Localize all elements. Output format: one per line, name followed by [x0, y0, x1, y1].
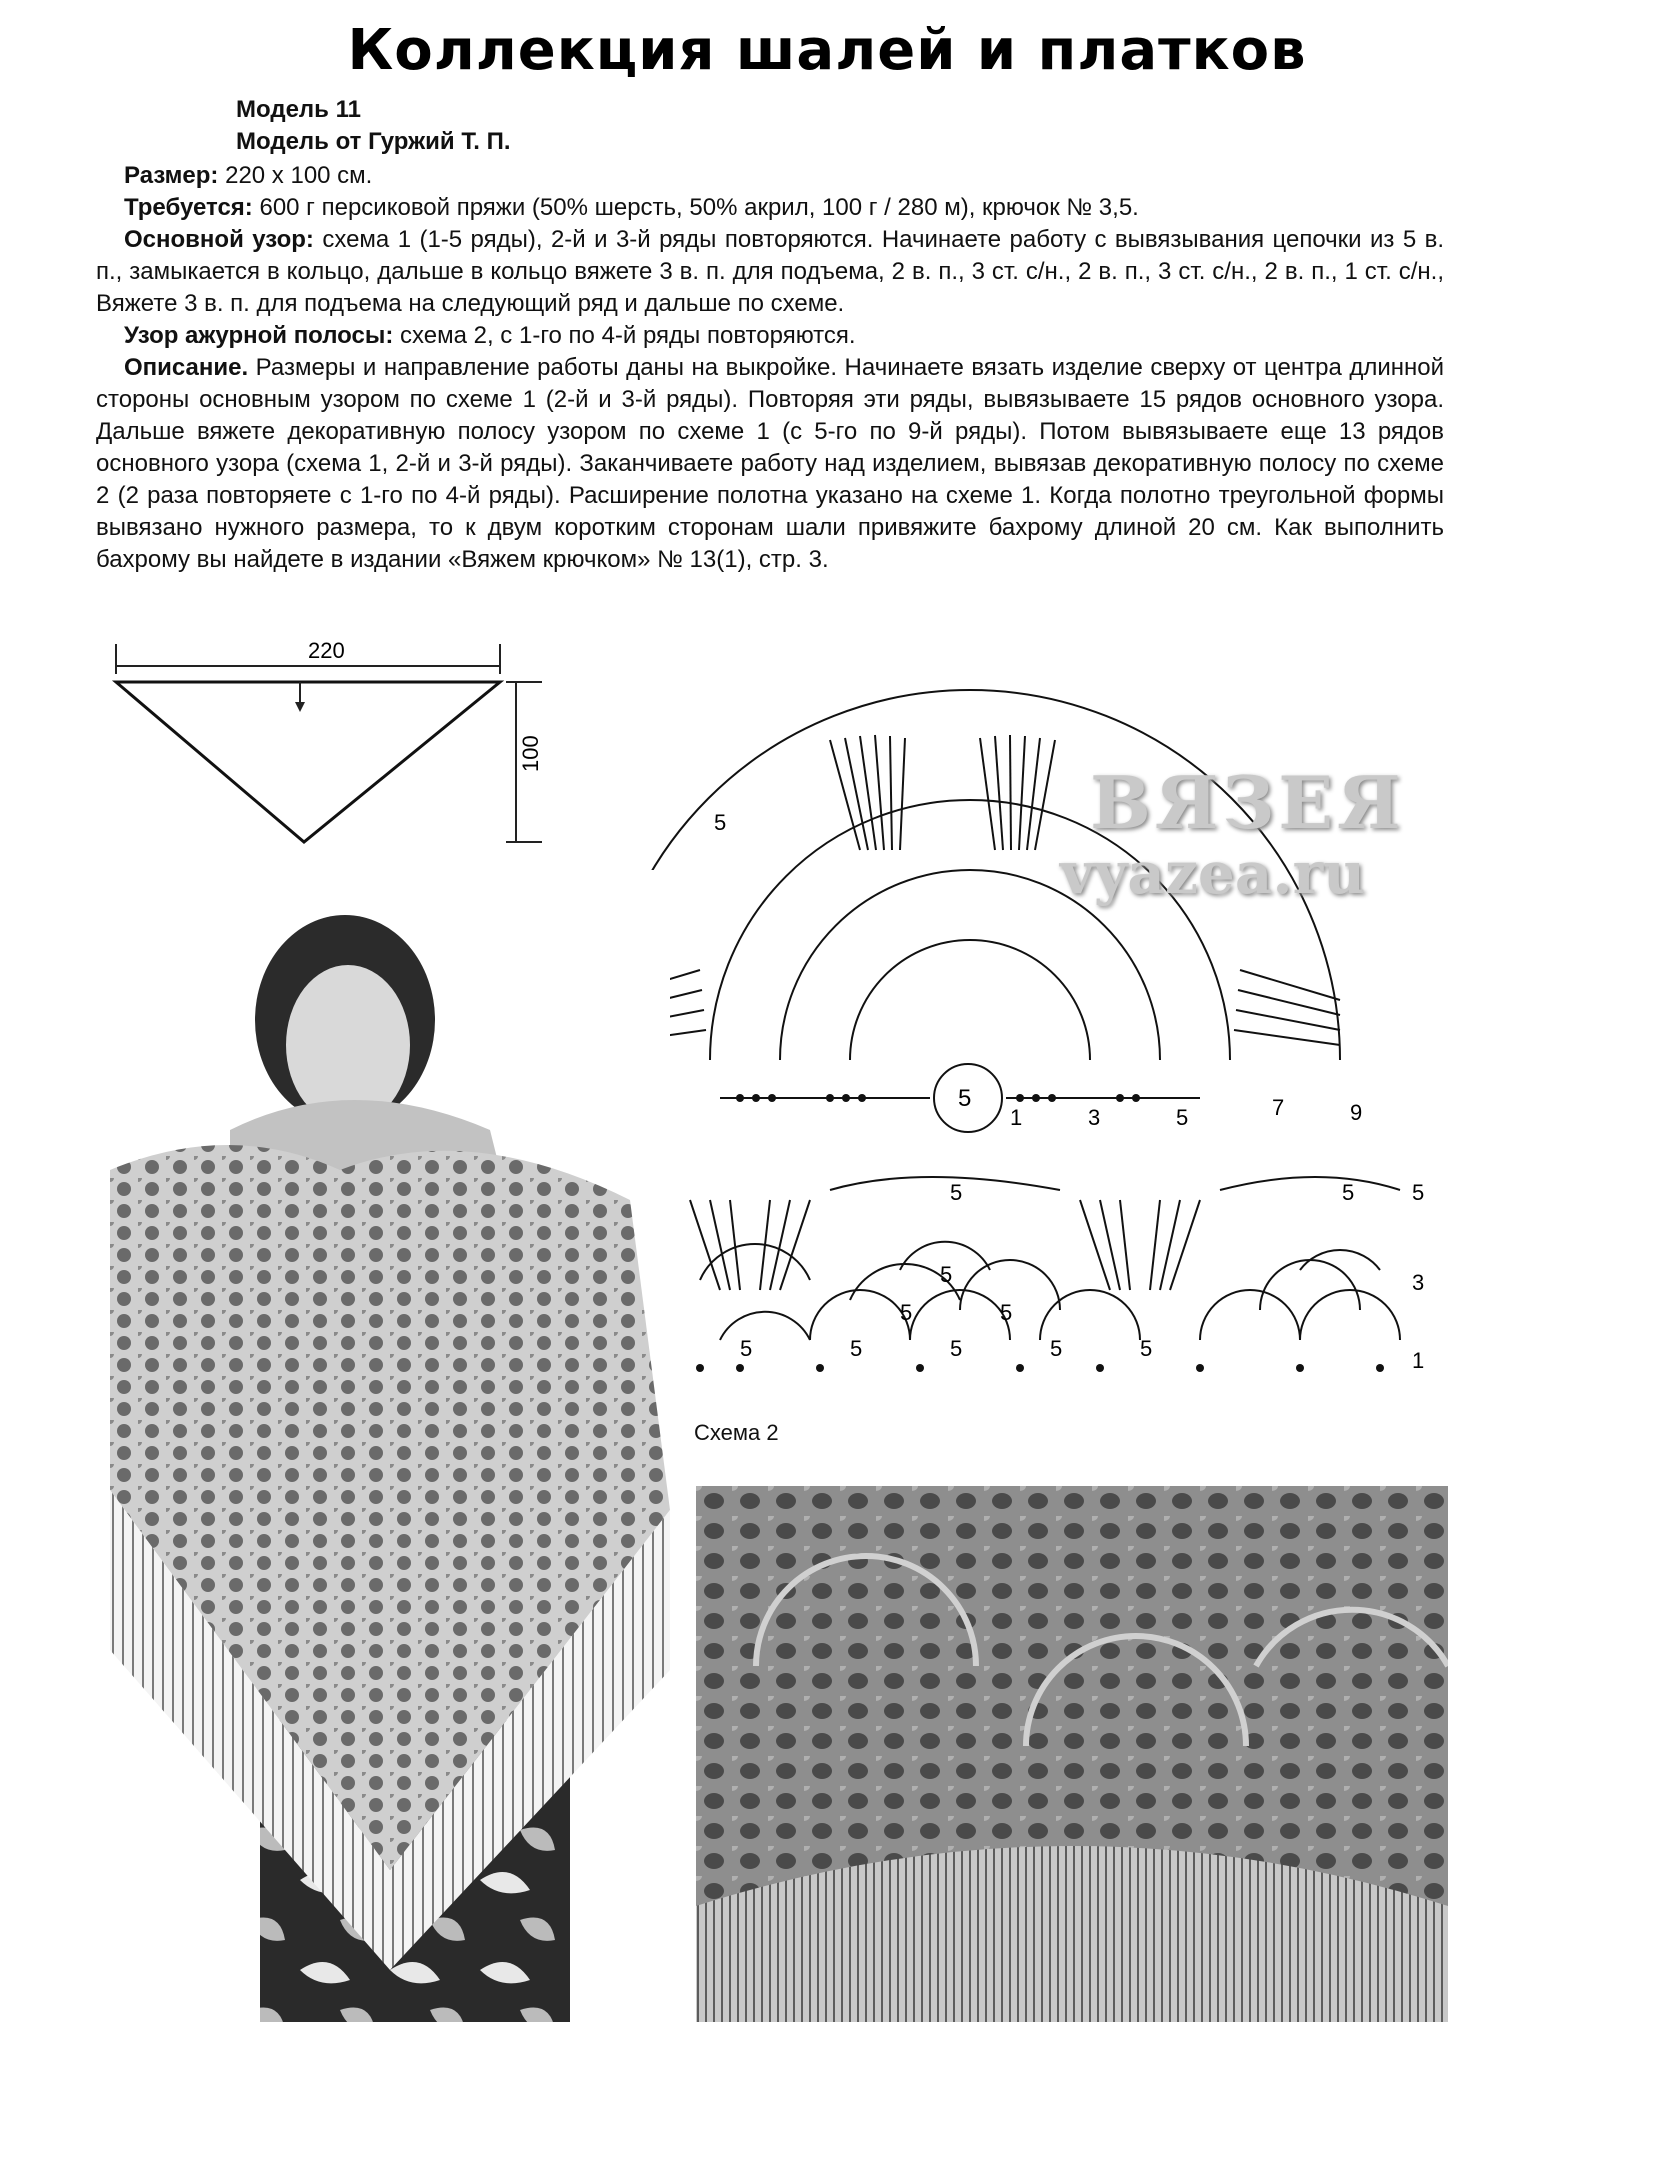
- main-pattern-label: Основной узор:: [124, 226, 314, 253]
- row-label-1: 1: [1010, 1105, 1023, 1130]
- watermark-line-1: ВЯЗЕЯ: [1090, 760, 1405, 845]
- scheme2-label-j: 5: [1140, 1336, 1153, 1361]
- row-label-3: 3: [1088, 1105, 1101, 1130]
- scheme2-label-h: 5: [1050, 1336, 1063, 1361]
- arc-row-label: 5: [714, 810, 727, 835]
- ring-label: 5: [958, 1085, 972, 1112]
- scheme2-label-d: 5: [900, 1300, 913, 1325]
- scheme2-label-a: 5: [950, 1180, 963, 1205]
- height-label: 100: [518, 735, 543, 772]
- pattern-diagram: [110, 630, 560, 870]
- scheme-2-diagram: [660, 1170, 1440, 1420]
- page-title: Коллекция шалей и платков: [347, 18, 1307, 83]
- model-author: Модель от Гуржий Т. П.: [236, 128, 511, 155]
- model-photo: [110, 870, 670, 2022]
- lace-pattern-line: [96, 320, 1444, 352]
- description-paragraph: [96, 352, 1444, 576]
- scheme2-row-5: 5: [1412, 1180, 1425, 1205]
- watermark-line-2: vyazea.ru: [1060, 839, 1366, 907]
- lace-pattern-text: схема 2, с 1-го по 4-й ряды повторяются.: [393, 322, 856, 349]
- row-label-9: 9: [1350, 1100, 1363, 1125]
- lace-pattern-label: Узор ажурной полосы:: [124, 322, 394, 349]
- size-label: Размер:: [124, 162, 219, 189]
- required-line: [96, 192, 1444, 224]
- required-label: Требуется:: [124, 194, 253, 221]
- scheme2-label-b: 5: [1342, 1180, 1355, 1205]
- description-text: Размеры и направление работы даны на выкройке. Начинаете вязать изделие сверху от центра длинной стороны основным узором по схеме 1 (2-й и 3-й ряды). Повторяя эти ряды, вывязываете 15 рядов основного узора. Дальше вяжете декоративную полосу узором по схеме 1 (с 5-го по 9-й ряды). Потом вывязываете еще 13 рядов основного узора (схема 1, 2-й и 3-й ряды). Заканчиваете работу над изделием, вывязав декоративную полосу по схеме 2 (2 раза повторяете с 1-го по 4-й ряды). Расширение полотна указано на схеме 1. Когда полотно треугольной формы вывязано нужного размера, то к двум коротким сторонам шали привяжите бахрому длиной 20 см. Как выполнить бахрому вы найдете в издании «Вяжем крючком» № 13(1), стр. 3.: [96, 354, 1444, 573]
- scheme-2-caption: Схема 2: [694, 1420, 779, 1445]
- scheme2-label-c: 5: [940, 1262, 953, 1287]
- model-number: Модель 11: [236, 96, 361, 123]
- main-pattern-text: схема 1 (1-5 ряды), 2-й и 3-й ряды повторяются. Начинаете работу с вывязывания цепочки из 5 в. п., замыкается в кольцо, дальше в кольцо вяжете 3 в. п. для подъема, 2 в. п., 3 ст. с/н., 2 в. п., 3 ст. с/н., 2 в. п., 1 ст. с/н., Вяжете 3 в. п. для подъема на следующий ряд и дальше по схеме.: [96, 226, 1445, 317]
- scheme2-label-g: 5: [950, 1336, 963, 1361]
- description-block: [96, 160, 1444, 576]
- scheme2-row-3: 3: [1412, 1270, 1425, 1295]
- row-label-7: 7: [1272, 1095, 1285, 1120]
- shawl-outline: [116, 682, 500, 842]
- main-pattern-paragraph: [96, 224, 1444, 320]
- row-label-5: 5: [1176, 1105, 1189, 1130]
- scheme2-label-f: 5: [850, 1336, 863, 1361]
- watermark: [1060, 760, 1405, 907]
- width-label: 220: [308, 638, 345, 663]
- required-text: 600 г персиковой пряжи (50% шерсть, 50% акрил, 100 г / 280 м), крючок № 3,5.: [252, 194, 1139, 221]
- closeup-photo: [696, 1486, 1448, 2022]
- size-line: [96, 160, 1444, 192]
- scheme2-row-1: 1: [1412, 1348, 1425, 1373]
- size-text: 220 х 100 см.: [218, 162, 373, 189]
- scheme2-label-e: 5: [1000, 1300, 1013, 1325]
- chain-dots: [696, 1364, 1384, 1372]
- scheme2-label-i: 5: [740, 1336, 753, 1361]
- description-label: Описание.: [124, 354, 249, 381]
